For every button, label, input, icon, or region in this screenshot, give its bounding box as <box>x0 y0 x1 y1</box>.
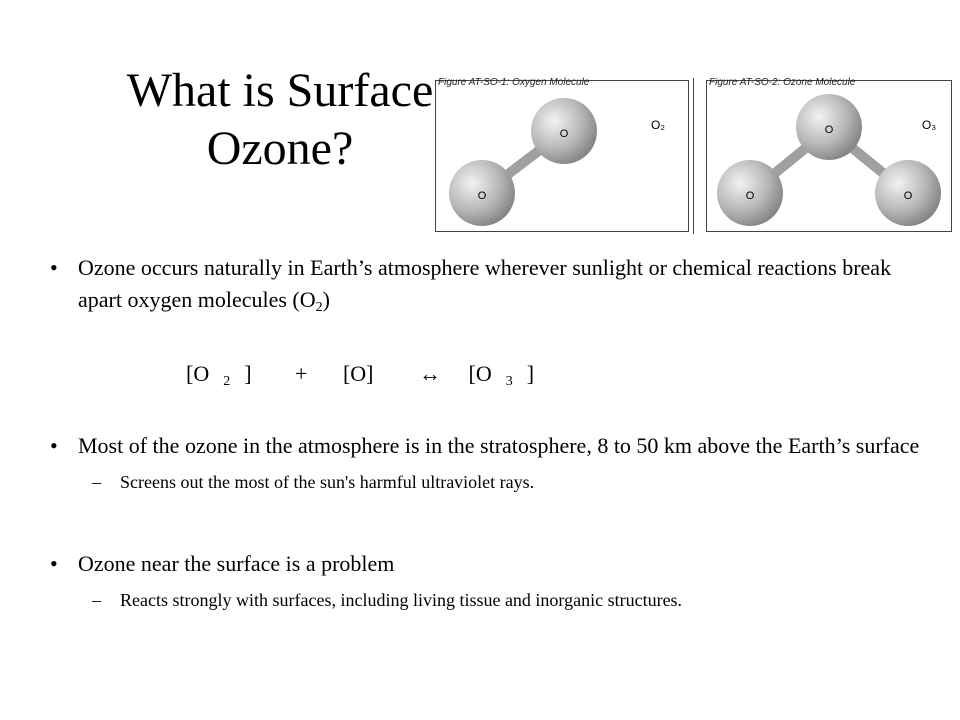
sub-bullet-text: Screens out the most of the sun's harmful ultraviolet rays. <box>120 472 535 492</box>
title-line-1: What is Surface <box>126 64 434 117</box>
figure-caption: Figure AT-SO-1: Oxygen Molecule <box>438 77 590 88</box>
subscript: 2 <box>223 374 231 389</box>
formula-label: O₂ <box>651 118 665 132</box>
atom-label: O <box>745 190 755 202</box>
atom-label: O <box>477 190 487 202</box>
subscript: 2 <box>315 300 323 315</box>
bullet-marker: • <box>50 433 58 458</box>
atom-label: O <box>824 124 834 136</box>
bullet-marker: • <box>50 551 58 576</box>
sub-bullet <box>46 470 926 494</box>
sub-bullet-marker: – <box>92 472 101 492</box>
sub-bullet-marker: – <box>92 590 101 610</box>
bullet-ozone-occurs <box>46 252 926 324</box>
atom-label: O <box>903 190 913 202</box>
subscript: 3 <box>505 374 513 389</box>
equation-bracket: ] <box>526 361 535 386</box>
ozone-molecule-diagram <box>707 81 951 231</box>
ozone-molecule-figure <box>706 77 952 232</box>
oxygen-molecule-figure <box>435 77 689 232</box>
figure-divider <box>693 78 694 234</box>
atom-label: O <box>559 128 569 140</box>
bullet-stratosphere <box>46 430 926 494</box>
bullet-text: Ozone occurs naturally in Earth’s atmosphere wherever sunlight or chemical reactions break apart oxygen molecules (O <box>78 255 892 312</box>
equation-left <box>186 361 266 389</box>
bullet-surface-problem <box>46 548 926 612</box>
title-line-2: Ozone? <box>206 122 354 175</box>
figure-caption: Figure AT-SO-2: Ozone Molecule <box>709 77 856 88</box>
reaction-equation <box>186 358 562 398</box>
equation-mid: [O] <box>342 361 374 386</box>
plus-sign: + <box>295 361 308 386</box>
oxygen-molecule-diagram <box>436 81 688 231</box>
bullet-text: Ozone near the surface is a problem <box>78 551 395 576</box>
formula-label: O₃ <box>921 118 937 132</box>
bullet-text-tail: ) <box>322 287 330 312</box>
bullet-text: Most of the ozone in the atmosphere is in the stratosphere, 8 to 50 km above the Earth’s surface <box>78 433 920 458</box>
equilibrium-arrow-icon: ↔ <box>419 361 442 386</box>
equation-term: [O <box>186 361 210 386</box>
sub-bullet <box>46 588 926 612</box>
equation-right <box>468 361 549 389</box>
equation-term: [O <box>468 361 492 386</box>
sub-bullet-text: Reacts strongly with surfaces, including living tissue and inorganic structures. <box>120 590 683 610</box>
equation-bracket: ] <box>244 361 252 386</box>
bullet-marker: • <box>50 255 58 280</box>
